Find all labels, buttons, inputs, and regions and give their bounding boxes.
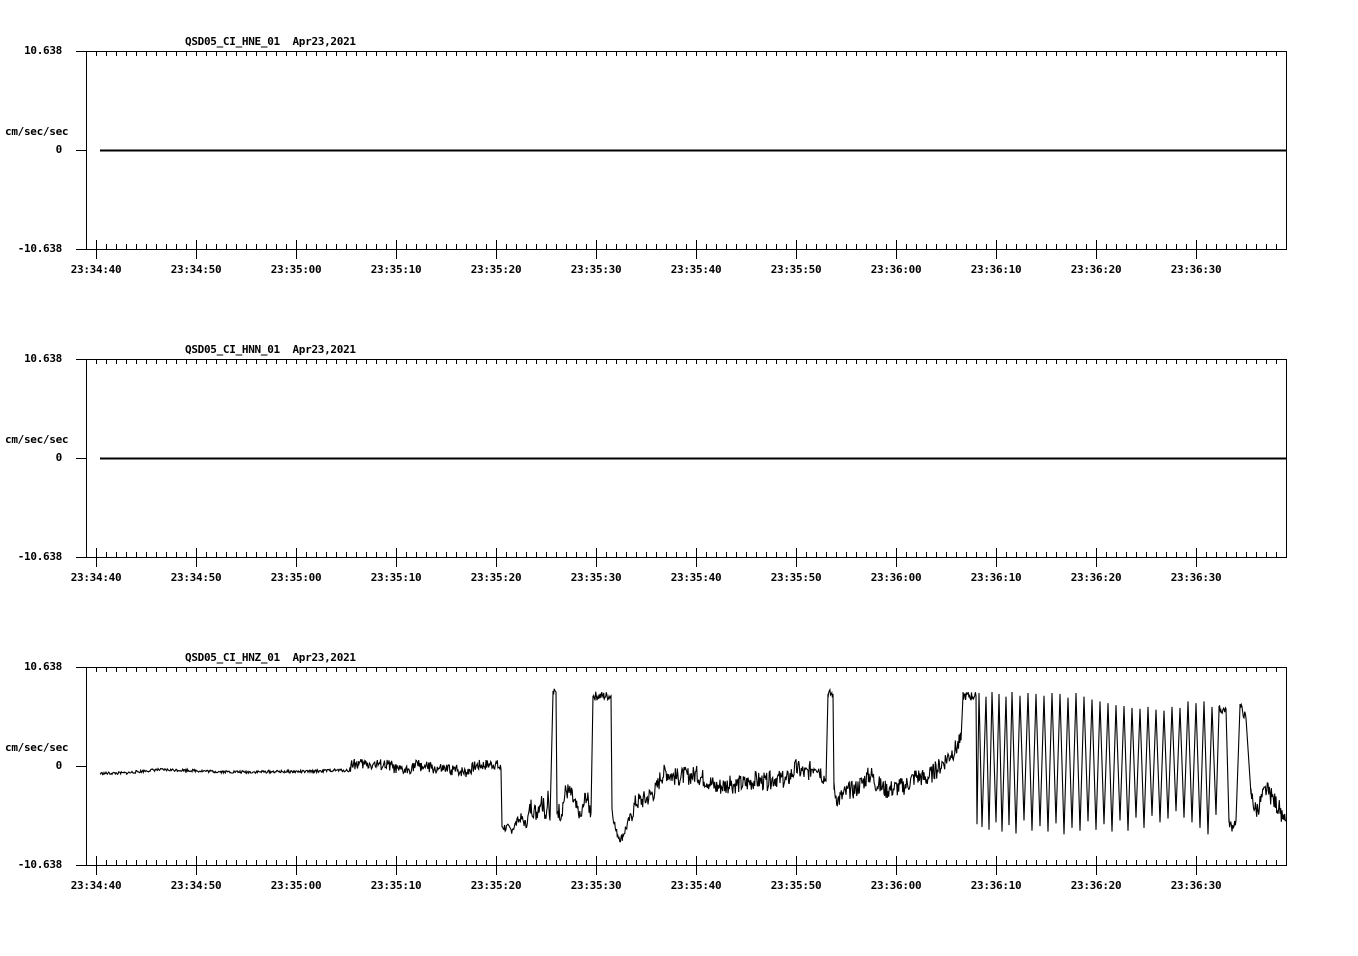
x-tick-label: 23:36:20 (1070, 879, 1122, 892)
y-axis-zero-label: 0 (55, 143, 62, 156)
x-tick-label: 23:36:00 (870, 879, 922, 892)
x-tick-label: 23:36:10 (970, 263, 1022, 276)
x-tick-label: 23:36:00 (870, 571, 922, 584)
x-tick-label: 23:36:30 (1170, 571, 1222, 584)
x-tick-label: 23:35:40 (670, 879, 722, 892)
y-axis-max-label: 10.638 (24, 660, 62, 673)
x-tick-label: 23:35:00 (270, 263, 322, 276)
x-tick-label: 23:35:50 (770, 571, 822, 584)
seismogram-panel-hnz (0, 651, 1358, 956)
x-tick-label: 23:36:10 (970, 571, 1022, 584)
panel-title: QSD05_CI_HNZ_01 Apr23,2021 (185, 651, 356, 664)
plot-area (0, 40, 1358, 340)
plot-area (0, 348, 1358, 648)
x-tick-label: 23:35:10 (370, 879, 422, 892)
x-tick-label: 23:35:30 (570, 263, 622, 276)
y-axis-unit-label: cm/sec/sec (5, 125, 69, 138)
plot-area (0, 656, 1358, 956)
x-tick-label: 23:34:50 (170, 263, 222, 276)
x-tick-label: 23:35:50 (770, 263, 822, 276)
x-tick-label: 23:35:40 (670, 571, 722, 584)
panel-title: QSD05_CI_HNE_01 Apr23,2021 (185, 35, 356, 48)
y-axis-max-label: 10.638 (24, 44, 62, 57)
axes-frame (76, 359, 1287, 567)
x-tick-label: 23:34:40 (70, 879, 122, 892)
x-tick-label: 23:35:10 (370, 263, 422, 276)
y-axis-min-label: -10.638 (17, 858, 62, 871)
x-tick-label: 23:35:20 (470, 571, 522, 584)
x-tick-label: 23:36:30 (1170, 263, 1222, 276)
x-tick-label: 23:34:40 (70, 571, 122, 584)
y-axis-unit-label: cm/sec/sec (5, 433, 69, 446)
x-tick-label: 23:36:10 (970, 879, 1022, 892)
x-tick-label: 23:36:20 (1070, 263, 1122, 276)
y-axis-unit-label: cm/sec/sec (5, 741, 69, 754)
axes-frame (76, 51, 1287, 259)
x-tick-label: 23:35:00 (270, 879, 322, 892)
y-axis-min-label: -10.638 (17, 550, 62, 563)
x-tick-label: 23:35:10 (370, 571, 422, 584)
x-tick-label: 23:35:50 (770, 879, 822, 892)
x-tick-label: 23:34:50 (170, 571, 222, 584)
x-tick-label: 23:35:00 (270, 571, 322, 584)
x-tick-label: 23:35:30 (570, 571, 622, 584)
x-tick-label: 23:34:50 (170, 879, 222, 892)
panel-title: QSD05_CI_HNN_01 Apr23,2021 (185, 343, 356, 356)
x-tick-label: 23:35:30 (570, 879, 622, 892)
y-axis-min-label: -10.638 (17, 242, 62, 255)
x-tick-label: 23:35:20 (470, 879, 522, 892)
seismogram-panel-hne (0, 35, 1358, 340)
x-tick-label: 23:36:20 (1070, 571, 1122, 584)
x-tick-label: 23:35:40 (670, 263, 722, 276)
x-tick-label: 23:36:00 (870, 263, 922, 276)
seismogram-panel-hnn (0, 343, 1358, 648)
y-axis-zero-label: 0 (55, 451, 62, 464)
y-axis-max-label: 10.638 (24, 352, 62, 365)
x-tick-label: 23:35:20 (470, 263, 522, 276)
y-axis-zero-label: 0 (55, 759, 62, 772)
waveform-trace-hnz (100, 689, 1286, 842)
x-tick-label: 23:36:30 (1170, 879, 1222, 892)
x-tick-label: 23:34:40 (70, 263, 122, 276)
